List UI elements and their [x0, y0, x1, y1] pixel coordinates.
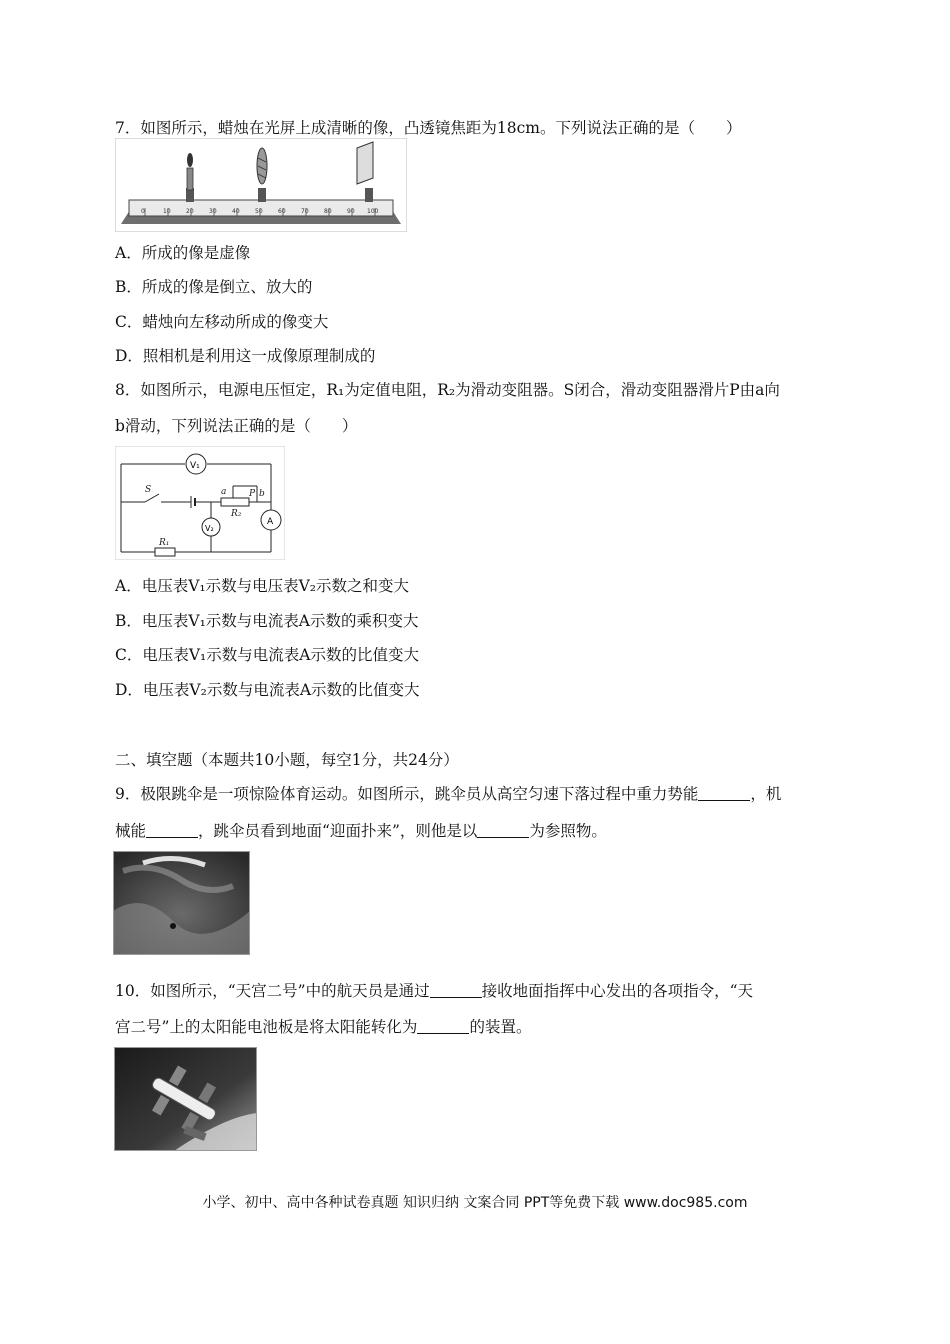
q9-line1 [115, 784, 781, 804]
q8-stem-line1: 8．如图所示，电源电压恒定，R₁为定值电阻，R₂为滑动变阻器。S闭合，滑动变阻器滑片P由a向 [115, 381, 780, 399]
voltmeter-v2-icon [202, 518, 220, 536]
skydiving-photo [113, 851, 250, 959]
q9-blank-2 [146, 823, 198, 838]
q8-option-b: B．电压表V₁示数与电流表A示数的乘积变大 [115, 612, 419, 630]
q10-text-3: 宫二号”上的太阳能电池板是将太阳能转化为 [115, 1018, 418, 1036]
q10-text-1: 10．如图所示，“天宫二号”中的航天员是通过 [115, 982, 430, 1000]
q9-text-3: 械能 [115, 822, 147, 840]
page-footer: 小学、初中、高中各种试卷真题 知识归纳 文案合同 PPT等免费下载 www.doc985.com [202, 1195, 748, 1211]
circuit-diagram [115, 446, 285, 564]
ammeter-icon [261, 510, 281, 530]
switch-label: S [145, 485, 152, 495]
q9-line2 [115, 821, 607, 841]
ruler-tick-label: 100 [367, 208, 379, 215]
ruler-tick-label: 70 [301, 208, 309, 215]
v1-label: V₁ [190, 461, 200, 471]
q10-text-4: 的装置。 [469, 1018, 532, 1036]
terminal-b-label: b [259, 489, 265, 499]
ruler-tick-label: 80 [324, 208, 332, 215]
q10-line2 [115, 1017, 531, 1037]
q9-text-2: ，机 [750, 785, 782, 803]
optical-bench-figure [115, 138, 407, 236]
candle-icon [186, 153, 194, 202]
r1-label: R₁ [159, 538, 170, 548]
q9-blank-1 [698, 786, 750, 801]
q8-stem-line2: b滑动，下列说法正确的是（ ） [115, 417, 358, 435]
q9-text-4: ，跳伞员看到地面“迎面扑来”，则他是以 [198, 822, 478, 840]
convex-lens-icon [257, 148, 267, 202]
q8-option-a: A．电压表V₁示数与电压表V₂示数之和变大 [115, 577, 410, 595]
ruler-tick-label: 90 [347, 208, 355, 215]
q7-stem: 7．如图所示，蜡烛在光屏上成清晰的像，凸透镜焦距为18cm。下列说法正确的是（ ） [115, 119, 742, 137]
q9-text-5: 为参照物。 [529, 822, 607, 840]
slider-p-label: P [249, 489, 256, 499]
q10-text-2: 接收地面指挥中心发出的各项指令，“天 [481, 982, 754, 1000]
ruler-tick-label: 60 [278, 208, 286, 215]
q9-blank-3 [477, 823, 529, 838]
space-station-photo [114, 1047, 257, 1155]
q10-blank-2 [417, 1019, 469, 1034]
terminal-a-label: a [221, 487, 227, 497]
ruler-tick-label: 30 [209, 208, 217, 215]
v2-label: V₂ [205, 524, 214, 533]
ruler-tick-label: 20 [186, 208, 194, 215]
q7-option-d: D．照相机是利用这一成像原理制成的 [115, 347, 376, 365]
ammeter-label: A [267, 517, 274, 527]
ruler-tick-label: 0 [141, 208, 145, 215]
q8-option-d: D．电压表V₂示数与电流表A示数的比值变大 [115, 681, 420, 699]
ruler-tick-label: 50 [255, 208, 263, 215]
q8-option-c: C．电压表V₁示数与电流表A示数的比值变大 [115, 646, 419, 664]
q7-option-a: A．所成的像是虚像 [115, 244, 251, 262]
ruler-tick-label: 40 [232, 208, 240, 215]
q7-option-b: B．所成的像是倒立、放大的 [115, 278, 313, 296]
section2-heading: 二、填空题（本题共10小题，每空1分，共24分） [115, 751, 459, 769]
q7-option-c: C．蜡烛向左移动所成的像变大 [115, 313, 329, 331]
r2-label: R₂ [231, 509, 242, 519]
ruler-tick-label: 10 [163, 208, 171, 215]
q10-line1 [115, 981, 753, 1001]
q10-blank-1 [430, 983, 482, 998]
q9-text-1: 9．极限跳伞是一项惊险体育运动。如图所示，跳伞员从高空匀速下落过程中重力势能 [115, 785, 699, 803]
voltmeter-v1-icon [186, 454, 206, 474]
